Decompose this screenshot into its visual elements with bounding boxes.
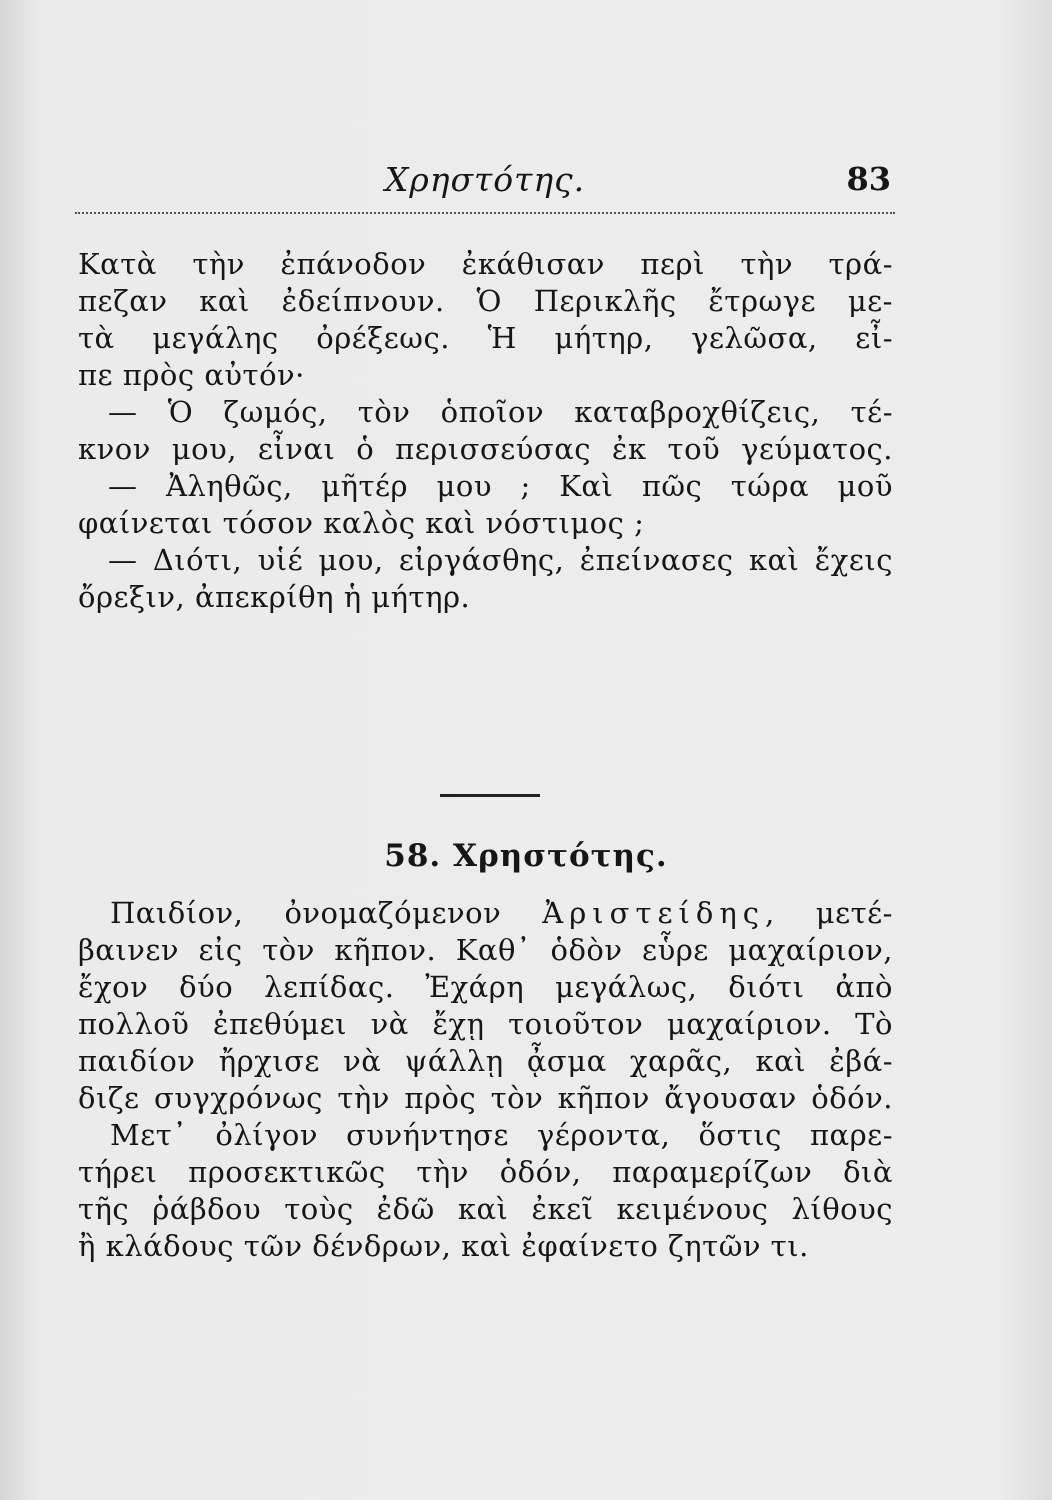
running-title: Χρηστότης. [384, 160, 586, 199]
text-line: διζε συγχρόνως τὴν πρὸς τὸν κῆπον ἄγουσαν ὁδόν. [78, 1081, 893, 1115]
text-line: Κατὰ τὴν ἐπάνοδον ἐκάθισαν περὶ τὴν τρά- [78, 247, 893, 281]
text-line: τῆς ῥάβδου τοὺς ἐδῶ καὶ ἐκεῖ κειμένους λίθους [78, 1192, 893, 1226]
text-line: τήρει προσεκτικῶς τὴν ὁδόν, παραμερίζων διὰ [78, 1155, 893, 1189]
text-line: Μετ᾽ ὀλίγον συνήντησε γέροντα, ὅστις παρε- [110, 1118, 893, 1152]
section-divider [440, 794, 540, 797]
dialogue-line: — Ὁ ζωμός, τὸν ὁποῖον καταβροχθίζεις, τέ- [108, 395, 893, 429]
character-name: Ἀριστείδης [542, 896, 765, 930]
text-line: πε πρὸς αὐτόν· [78, 358, 305, 392]
header-rule [75, 212, 895, 214]
page-header [75, 160, 895, 210]
dialogue-line: — Διότι, υἱέ μου, εἰργάσθης, ἐπείνασες καὶ ἔχεις [108, 543, 893, 577]
text-line: ἢ κλάδους τῶν δένδρων, καὶ ἐφαίνετο ζητῶν τι. [78, 1229, 809, 1263]
text-fragment: Παιδίον, ὀνομαζόμενον [110, 896, 543, 930]
dialogue-line: — Ἀληθῶς, μῆτέρ μου ; Καὶ πῶς τώρα μοῦ [108, 469, 893, 503]
text-fragment: , μετέ- [764, 896, 893, 930]
text-line: παιδίον ἤρχισε νὰ ψάλλῃ ᾆσμα χαρᾶς, καὶ ἐβά- [78, 1044, 893, 1078]
story-text [78, 895, 893, 1265]
section-title: 58. Χρηστότης. [384, 838, 668, 874]
text-line: πεζαν καὶ ἐδείπνουν. Ὁ Περικλῆς ἔτρωγε με- [78, 284, 893, 318]
text-line: ἔχον δύο λεπίδας. Ἐχάρη μεγάλως, διότι ἀπὸ [78, 970, 893, 1004]
story-continuation [78, 246, 893, 616]
text-line-first [78, 895, 893, 932]
text-line: τὰ μεγάλης ὀρέξεως. Ἡ μήτηρ, γελῶσα, εἶ- [78, 321, 893, 355]
text-line: ὄρεξιν, ἀπεκρίθη ἡ μήτηρ. [78, 580, 471, 614]
page-number: 83 [846, 160, 891, 198]
text-line: κνον μου, εἶναι ὁ περισσεύσας ἐκ τοῦ γεύματος. [78, 432, 893, 466]
text-line: φαίνεται τόσον καλὸς καὶ νόστιμος ; [78, 506, 645, 540]
text-line: βαινεν εἰς τὸν κῆπον. Καθ᾽ ὁδὸν εὗρε μαχαίριον, [78, 933, 893, 967]
text-line: πολλοῦ ἐπεθύμει νὰ ἔχῃ τοιοῦτον μαχαίριον. Τὸ [78, 1007, 893, 1041]
